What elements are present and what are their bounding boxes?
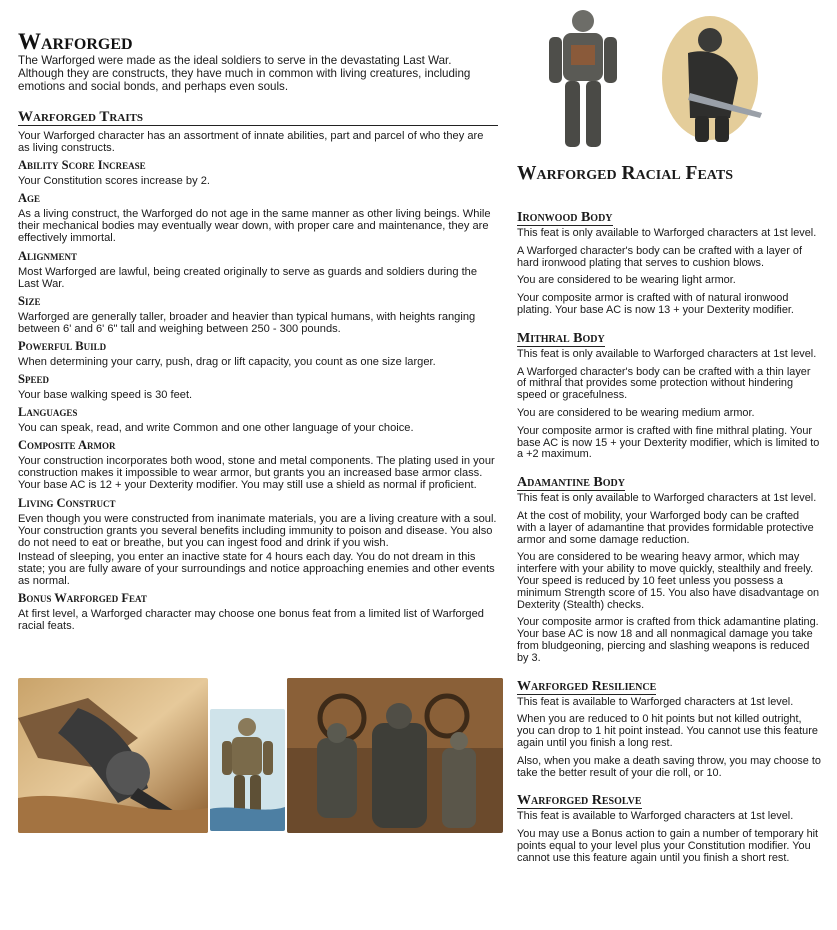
trait-speed-heading: Speed — [18, 372, 49, 387]
warforged-standing-illustration — [210, 709, 285, 831]
right-column — [517, 0, 821, 870]
feat-resilience-p1: This feat is available to Warforged characters at 1st level. — [517, 695, 794, 708]
feat-warforged-resolve — [517, 785, 821, 864]
trait-languages-heading: Languages — [18, 405, 78, 420]
feat-resilience-p2: When you are reduced to 0 hit points but not killed outright, you can drop to 1 hit point instead. You cannot use this feature again until you finish a long rest. — [517, 713, 818, 749]
traits-intro: Your Warforged character has an assortment of innate abilities, part and parcel of who they are as living constructs. — [18, 130, 484, 155]
feat-ironwood-body — [517, 202, 821, 317]
trait-powerful-build-heading: Powerful Build — [18, 338, 107, 353]
intro-text: The Warforged were made as the ideal soldiers to serve in the devastating Last War. Although they are constructs, they have much in common with living creatures, including emotions and social bonds, and perhaps even souls. — [18, 54, 471, 93]
feat-ironwood-p1: This feat is only available to Warforged characters at 1st level. — [517, 227, 817, 239]
feat-adamantine-body — [517, 467, 821, 664]
trait-ability-text: Your Constitution scores increase by 2. — [18, 175, 210, 188]
traits-heading: Warforged Traits — [18, 109, 498, 126]
feat-mithral-heading: Mithral Body — [517, 330, 605, 346]
feat-adamantine-p3: You are considered to be wearing heavy armor, which may interfere with your ability to move quickly, stealthily and freely. Your speed is reduced by 10 feet unless you possess a minimum Strength score of 15. You also have disadvantage on Dexterity (Stealth) checks. — [517, 551, 820, 611]
feat-ironwood-p3: You are considered to be wearing light armor. — [517, 274, 736, 287]
trait-alignment-heading: Alignment — [18, 248, 78, 263]
feat-ironwood-heading: Ironwood Body — [517, 210, 613, 225]
feat-mithral-body — [517, 323, 821, 461]
feat-ironwood-p4: Your composite armor is crafted with of natural ironwood plating. Your base AC is now 13 + your Dexterity modifier. — [517, 292, 794, 316]
feat-mithral-p4: Your composite armor is crafted with fine mithral plating. Your base AC is now 15 + your Dexterity modifier, which is limited to a +2 maximum. — [517, 424, 820, 461]
trait-size-heading: Size — [18, 293, 41, 308]
feat-warforged-resilience — [517, 671, 821, 780]
left-column — [18, 0, 498, 634]
feat-adamantine-p4: Your composite armor is crafted from thick adamantine plating. Your base AC is now 18 and all nonmagical damage you take from bludgeoning, piercing and slashing weapons is reduced by 3. — [517, 616, 819, 664]
trait-composite-armor-text: Your construction incorporates both wood, stone and metal components. The plating used in your construction makes it impossible to wear armor, but grants you an increased base armor class. Your base AC is 12 + your Dexterity modifier. You may still use a shield as normal if proficient. — [18, 455, 495, 492]
warforged-flying-illustration — [18, 678, 208, 833]
feat-resolve-p2: You may use a Bonus action to gain a number of temporary hit points equal to your level plus your Constitution modifier. You cannot use this feature again until you finish a short rest. — [517, 828, 819, 864]
trait-age-text: As a living construct, the Warforged do not age in the same manner as other living beings. While their mechanical bodies may eventually wear down, with proper care and maintenance, they are effectively immortal. — [18, 208, 491, 245]
feat-resilience-heading: Warforged Resilience — [517, 678, 657, 694]
feat-resolve-p1: This feat is available to Warforged characters at 1st level. — [517, 810, 794, 823]
warforged-group-illustration — [287, 678, 503, 833]
feat-mithral-p3: You are considered to be wearing medium armor. — [517, 406, 755, 419]
trait-living-construct-text: Even though you were constructed from inanimate materials, you are a living creature with a soul. Your construction grants you several benefits including immunity to poison and disease. You also do not need to eat or breathe, but you can ingest food and drink if you wish. — [18, 512, 497, 549]
page-title: Warforged — [18, 29, 133, 54]
trait-living-construct-text-2: Instead of sleeping, you enter an inactive state for 4 hours each day. You do not dream in this state; you are fully aware of your surroundings and notice approaching enemies and other events as normal. — [18, 550, 495, 587]
racial-feats-heading: Warforged Racial Feats — [517, 163, 734, 184]
feat-adamantine-heading: Adamantine Body — [517, 475, 625, 491]
trait-living-construct-heading: Living Construct — [18, 495, 116, 510]
feat-mithral-p1: This feat is only available to Warforged characters at 1st level. — [517, 347, 817, 360]
feat-adamantine-p2: At the cost of mobility, your Warforged body can be crafted with a layer of adamantine that provides formidable protective armor and some damage reduction. — [517, 509, 814, 546]
feat-resilience-p3: Also, when you make a death saving throw, you may choose to take the better result of your die roll, or 10. — [517, 754, 821, 779]
trait-powerful-build-text: When determining your carry, push, drag or lift capacity, you count as one size larger. — [18, 355, 436, 368]
trait-alignment-text: Most Warforged are lawful, being created originally to serve as guards and soldiers during the Last War. — [18, 265, 477, 290]
trait-bonus-feat-text: At first level, a Warforged character may choose one bonus feat from a limited list of Warforged racial feats. — [18, 608, 484, 633]
trait-speed-text: Your base walking speed is 30 feet. — [18, 389, 193, 402]
trait-bonus-feat-heading: Bonus Warforged Feat — [18, 591, 147, 606]
feat-mithral-p2: A Warforged character's body can be crafted with a thin layer of mithral that provides some protection without hindering speed or gracefulness. — [517, 365, 811, 402]
trait-size-text: Warforged are generally taller, broader and heavier than typical humans, with heights ranging between 6' and 6' 6" tall and weighing between 250 - 300 pounds. — [18, 310, 476, 335]
trait-ability-heading: Ability Score Increase — [18, 158, 146, 173]
feat-resolve-heading: Warforged Resolve — [517, 793, 642, 809]
trait-age-heading: Age — [18, 191, 41, 206]
feat-ironwood-p2: A Warforged character's body can be crafted with a layer of hard ironwood plating that serves to cushion blows. — [517, 244, 802, 269]
trait-composite-armor-heading: Composite Armor — [18, 438, 116, 453]
feat-adamantine-p1: This feat is only available to Warforged characters at 1st level. — [517, 492, 817, 505]
trait-languages-text: You can speak, read, and write Common and one other language of your choice. — [18, 422, 414, 435]
